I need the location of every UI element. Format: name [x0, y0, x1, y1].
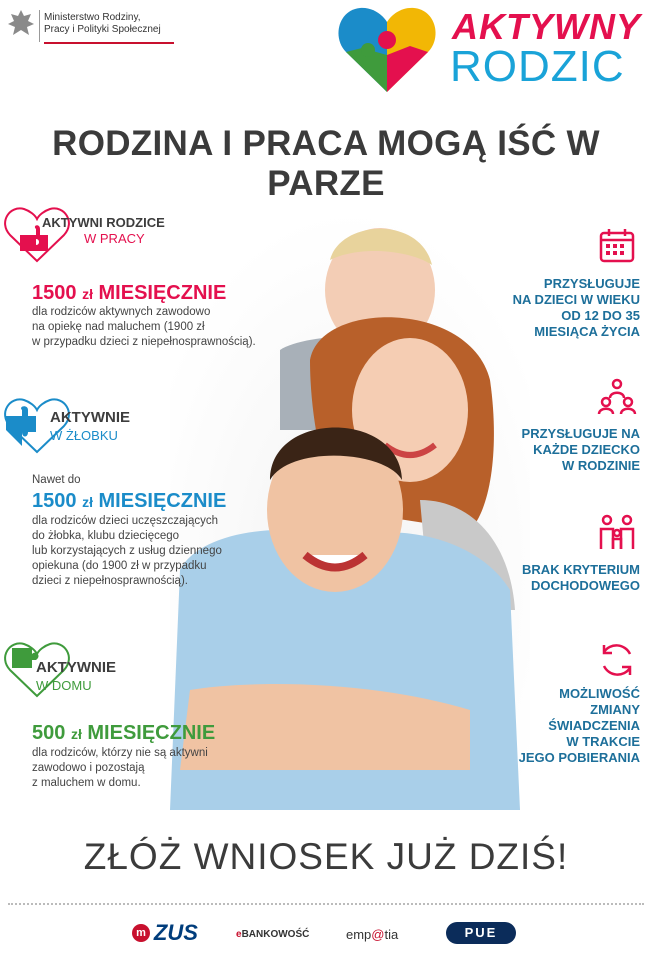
desc-line: dla rodziców aktywnych zawodowo [32, 306, 211, 318]
block-nursery-header [2, 396, 182, 461]
desc-line: dla rodziców, którzy nie są aktywni [32, 747, 208, 759]
desc-line: do żłobka, klubu dziecięcego [32, 530, 180, 542]
desc-line: z maluchem w domu. [32, 777, 141, 789]
block-nursery-subtitle: W ŻŁOBKU [50, 428, 118, 443]
block-work-subtitle: W PRACY [84, 231, 145, 246]
right-item-line: W TRAKCIE [566, 734, 640, 749]
zus-m-icon: m [132, 924, 150, 942]
dotted-divider [8, 903, 644, 905]
pue-logo[interactable] [446, 922, 516, 954]
logo-title: AKTYWNY [452, 6, 641, 47]
right-item-line: PRZYSŁUGUJE [543, 276, 640, 291]
amount-value: 500 [32, 722, 66, 744]
aktywny-rodzic-logo [332, 0, 642, 100]
bank-prefix-icon: e [236, 929, 242, 940]
amount-currency: zł [82, 494, 93, 510]
ministry-divider [39, 10, 40, 42]
block-work-amount [32, 282, 226, 305]
desc-line: dzieci z niepełnosprawnością). [32, 575, 188, 587]
ministry-logo [6, 6, 206, 46]
ministry-name [44, 12, 161, 36]
family-icon [597, 513, 637, 553]
block-nursery-title: AKTYWNIE [50, 409, 130, 426]
right-item-line: NA DZIECI W WIEKU [512, 292, 640, 307]
bank-text: BANKOWOŚĆ [241, 929, 310, 940]
right-item-line: OD 12 DO 35 [561, 308, 640, 323]
cta-text: ZŁÓŻ WNIOSEK JUŻ DZIŚ! [83, 836, 569, 877]
block-nursery-amount [32, 490, 226, 513]
block-home-desc [32, 746, 208, 791]
amount-period: MIESIĘCZNIE [98, 282, 227, 304]
desc-line: lub korzystających z usług dziennego [32, 545, 222, 557]
block-home-title: AKTYWNIE [36, 659, 116, 676]
amount-value: 1500 [32, 490, 77, 512]
family-tree-icon [597, 376, 637, 416]
amount-period: MIESIĘCZNIE [98, 490, 227, 512]
block-home-subtitle: W DOMU [36, 678, 92, 693]
right-item-line: BRAK KRYTERIUM [522, 562, 640, 577]
right-item-line: DOCHODOWEGO [530, 578, 640, 593]
heart-puzzle-red-icon [2, 205, 72, 265]
right-item-line: W RODZINIE [562, 458, 640, 473]
block-nursery-prefix: Nawet do [32, 474, 81, 486]
heart-puzzle-blue-icon [2, 396, 72, 456]
desc-line: opiekuna (do 1900 zł w przypadku [32, 560, 207, 572]
right-item-no-income [522, 562, 640, 594]
amount-currency: zł [82, 286, 93, 302]
pue-text: PUE [446, 922, 516, 944]
block-nursery-desc [32, 514, 222, 589]
eagle-emblem-icon [6, 8, 36, 42]
right-item-line: MIESIĄCA ŻYCIA [534, 324, 640, 339]
headline: RODZINA I PRACA MOGĄ IŚĆ W PARZE [52, 124, 600, 203]
right-item-each-child [522, 426, 640, 474]
right-item-line: JEGO POBIERANIA [518, 750, 640, 765]
right-item-line: ŚWIADCZENIA [548, 718, 640, 733]
block-work-title: AKTYWNI RODZICE [42, 215, 165, 230]
amount-value: 1500 [32, 282, 77, 304]
block-home-amount [32, 722, 215, 745]
amount-currency: zł [70, 726, 82, 742]
right-item-age [513, 276, 640, 340]
block-work-header [2, 205, 182, 270]
bank-logo[interactable] [236, 929, 309, 961]
empatia-text-c: tia [384, 927, 399, 942]
desc-line: zawodowo i pozostają [32, 762, 145, 774]
right-item-line: ZMIANY [590, 702, 640, 717]
desc-line: dla rodziców dzieci uczęszczających [32, 515, 218, 527]
refresh-icon [597, 640, 637, 680]
zus-logo[interactable] [132, 920, 198, 952]
block-work-desc [32, 305, 256, 350]
empatia-logo[interactable] [346, 927, 398, 959]
ministry-line-1: Ministerstwo Rodziny, [44, 12, 141, 23]
logo-subtitle: RODZIC [450, 42, 625, 91]
zus-text: ZUS [153, 920, 198, 945]
puzzle-heart-icon [332, 0, 442, 100]
block-home-header [2, 640, 182, 705]
right-item-change [519, 686, 640, 766]
right-item-line: MOŻLIWOŚĆ [559, 686, 640, 701]
right-item-line: KAŻDE DZIECKO [533, 442, 640, 457]
desc-line: w przypadku dzieci z niepełnosprawnością). [32, 336, 256, 348]
amount-period: MIESIĘCZNIE [87, 722, 216, 744]
empatia-text-a: emp [346, 927, 372, 942]
calendar-icon [597, 226, 637, 266]
desc-line: na opiekę nad maluchem (1900 zł [32, 321, 205, 333]
right-item-line: PRZYSŁUGUJE NA [521, 426, 640, 441]
ministry-line-2: Pracy i Polityki Społecznej [44, 24, 161, 35]
empatia-at: @ [371, 927, 385, 942]
ministry-red-line [44, 42, 174, 44]
